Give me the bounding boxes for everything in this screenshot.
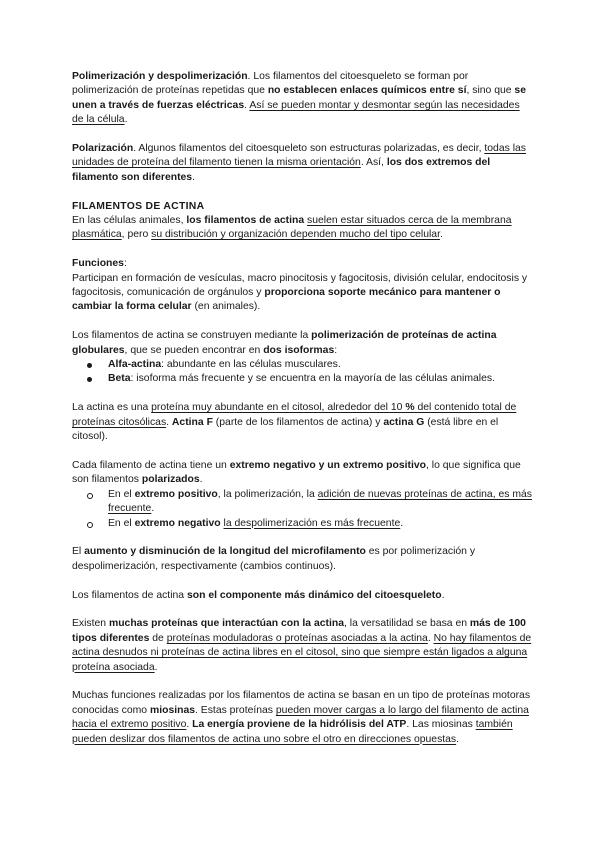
section-heading-actin: FILAMENTOS DE ACTINA [72,200,205,212]
paragraph-isoforms: Los filamentos de actina se construyen mediante la polimerización de proteínas de actina globulares, que se pueden encontrar en dos isoformas: [72,330,497,356]
paragraph-dynamic-component: Los filamentos de actina son el componente más dinámico del citoesqueleto. [72,589,445,601]
paragraph-myosins: Muchas funciones realizadas por los filamentos de actina se basan en un tipo de proteínas motoras conocidas como miosinas. Estas proteínas pueden mover cargas a lo largo del filamento de actina hacia el extremo positivo. La energía proviene de la hidrólisis del ATP. Las miosinas también pueden deslizar dos filamentos de actina uno sobre el otro en direcciones opuestas. [72,690,531,745]
document-body [72,70,534,747]
list-item: En el extremo positivo, la polimerización, la adición de nuevas proteínas de actina, es más frecuente. [84,488,534,517]
paragraph-associated-proteins: Existen muchas proteínas que interactúan con la actina, la versatilidad se basa en más de 100 tipos diferentes de proteínas moduladoras o proteínas asociadas a la actina. No hay filamentos de actina desnudos ni proteínas de actina libres en el citosol, sino que siempre están ligados a alguna proteína asociada. [72,618,532,673]
paragraph-actin-location: En las células animales, los filamentos de actina suelen estar situados cerca de la membrana plasmática, pero su distribución y organización dependen mucho del tipo celular. [72,215,512,241]
paragraph-polarity: Cada filamento de actina tiene un extremo negativo y un extremo positivo, lo que significa que son filamentos polarizados. [72,459,521,486]
list-item: Beta: isoforma más frecuente y se encuentra en la mayoría de las células animales. [84,372,534,386]
paragraph-microfilament-length: El aumento y disminución de la longitud del microfilamento es por polimerización y despolimerización, respectivamente (cambios continuos). [72,546,476,572]
polarity-list [72,488,534,531]
term-polymerization: Polimerización y despolimerización [72,71,248,82]
paragraph-polarization: Polarización. Algunos filamentos del citoesqueleto son estructuras polarizadas, es decir, todas las unidades de proteína del filamento tienen la misma orientación. Así, los dos extremos del filamento son diferentes. [72,143,526,183]
list-item: Alfa-actina: abundante en las células musculares. [84,358,534,372]
subheading-funciones: Funciones: [72,258,127,270]
paragraph-polymerization: Polimerización y despolimerización. Los filamentos del citoesqueleto se forman por polimerización de proteínas repetidas que no establecen enlaces químicos entre sí, sino que se unen a través de fuerzas eléctricas. Así se pueden montar y desmontar según las necesidades de la célula. [72,71,526,126]
list-item: En el extremo negativo la despolimerización es más frecuente. [84,517,534,531]
isoform-list [72,358,534,387]
paragraph-actin-abundance: La actina es una proteína muy abundante en el citosol, alrededor del 10 % del contenido total de proteínas citosólicas. Actina F (parte de los filamentos de actina) y actina G (está libre en el citosol). [72,402,517,443]
term-polarization: Polarización [72,143,134,155]
paragraph-funciones: Participan en formación de vesículas, macro pinocitosis y fagocitosis, división celular, endocitosis y fagocitosis, comunicación de orgánulos y proporciona soporte mecánico para mantener o cambiar la forma celular (en animales). [72,272,528,313]
